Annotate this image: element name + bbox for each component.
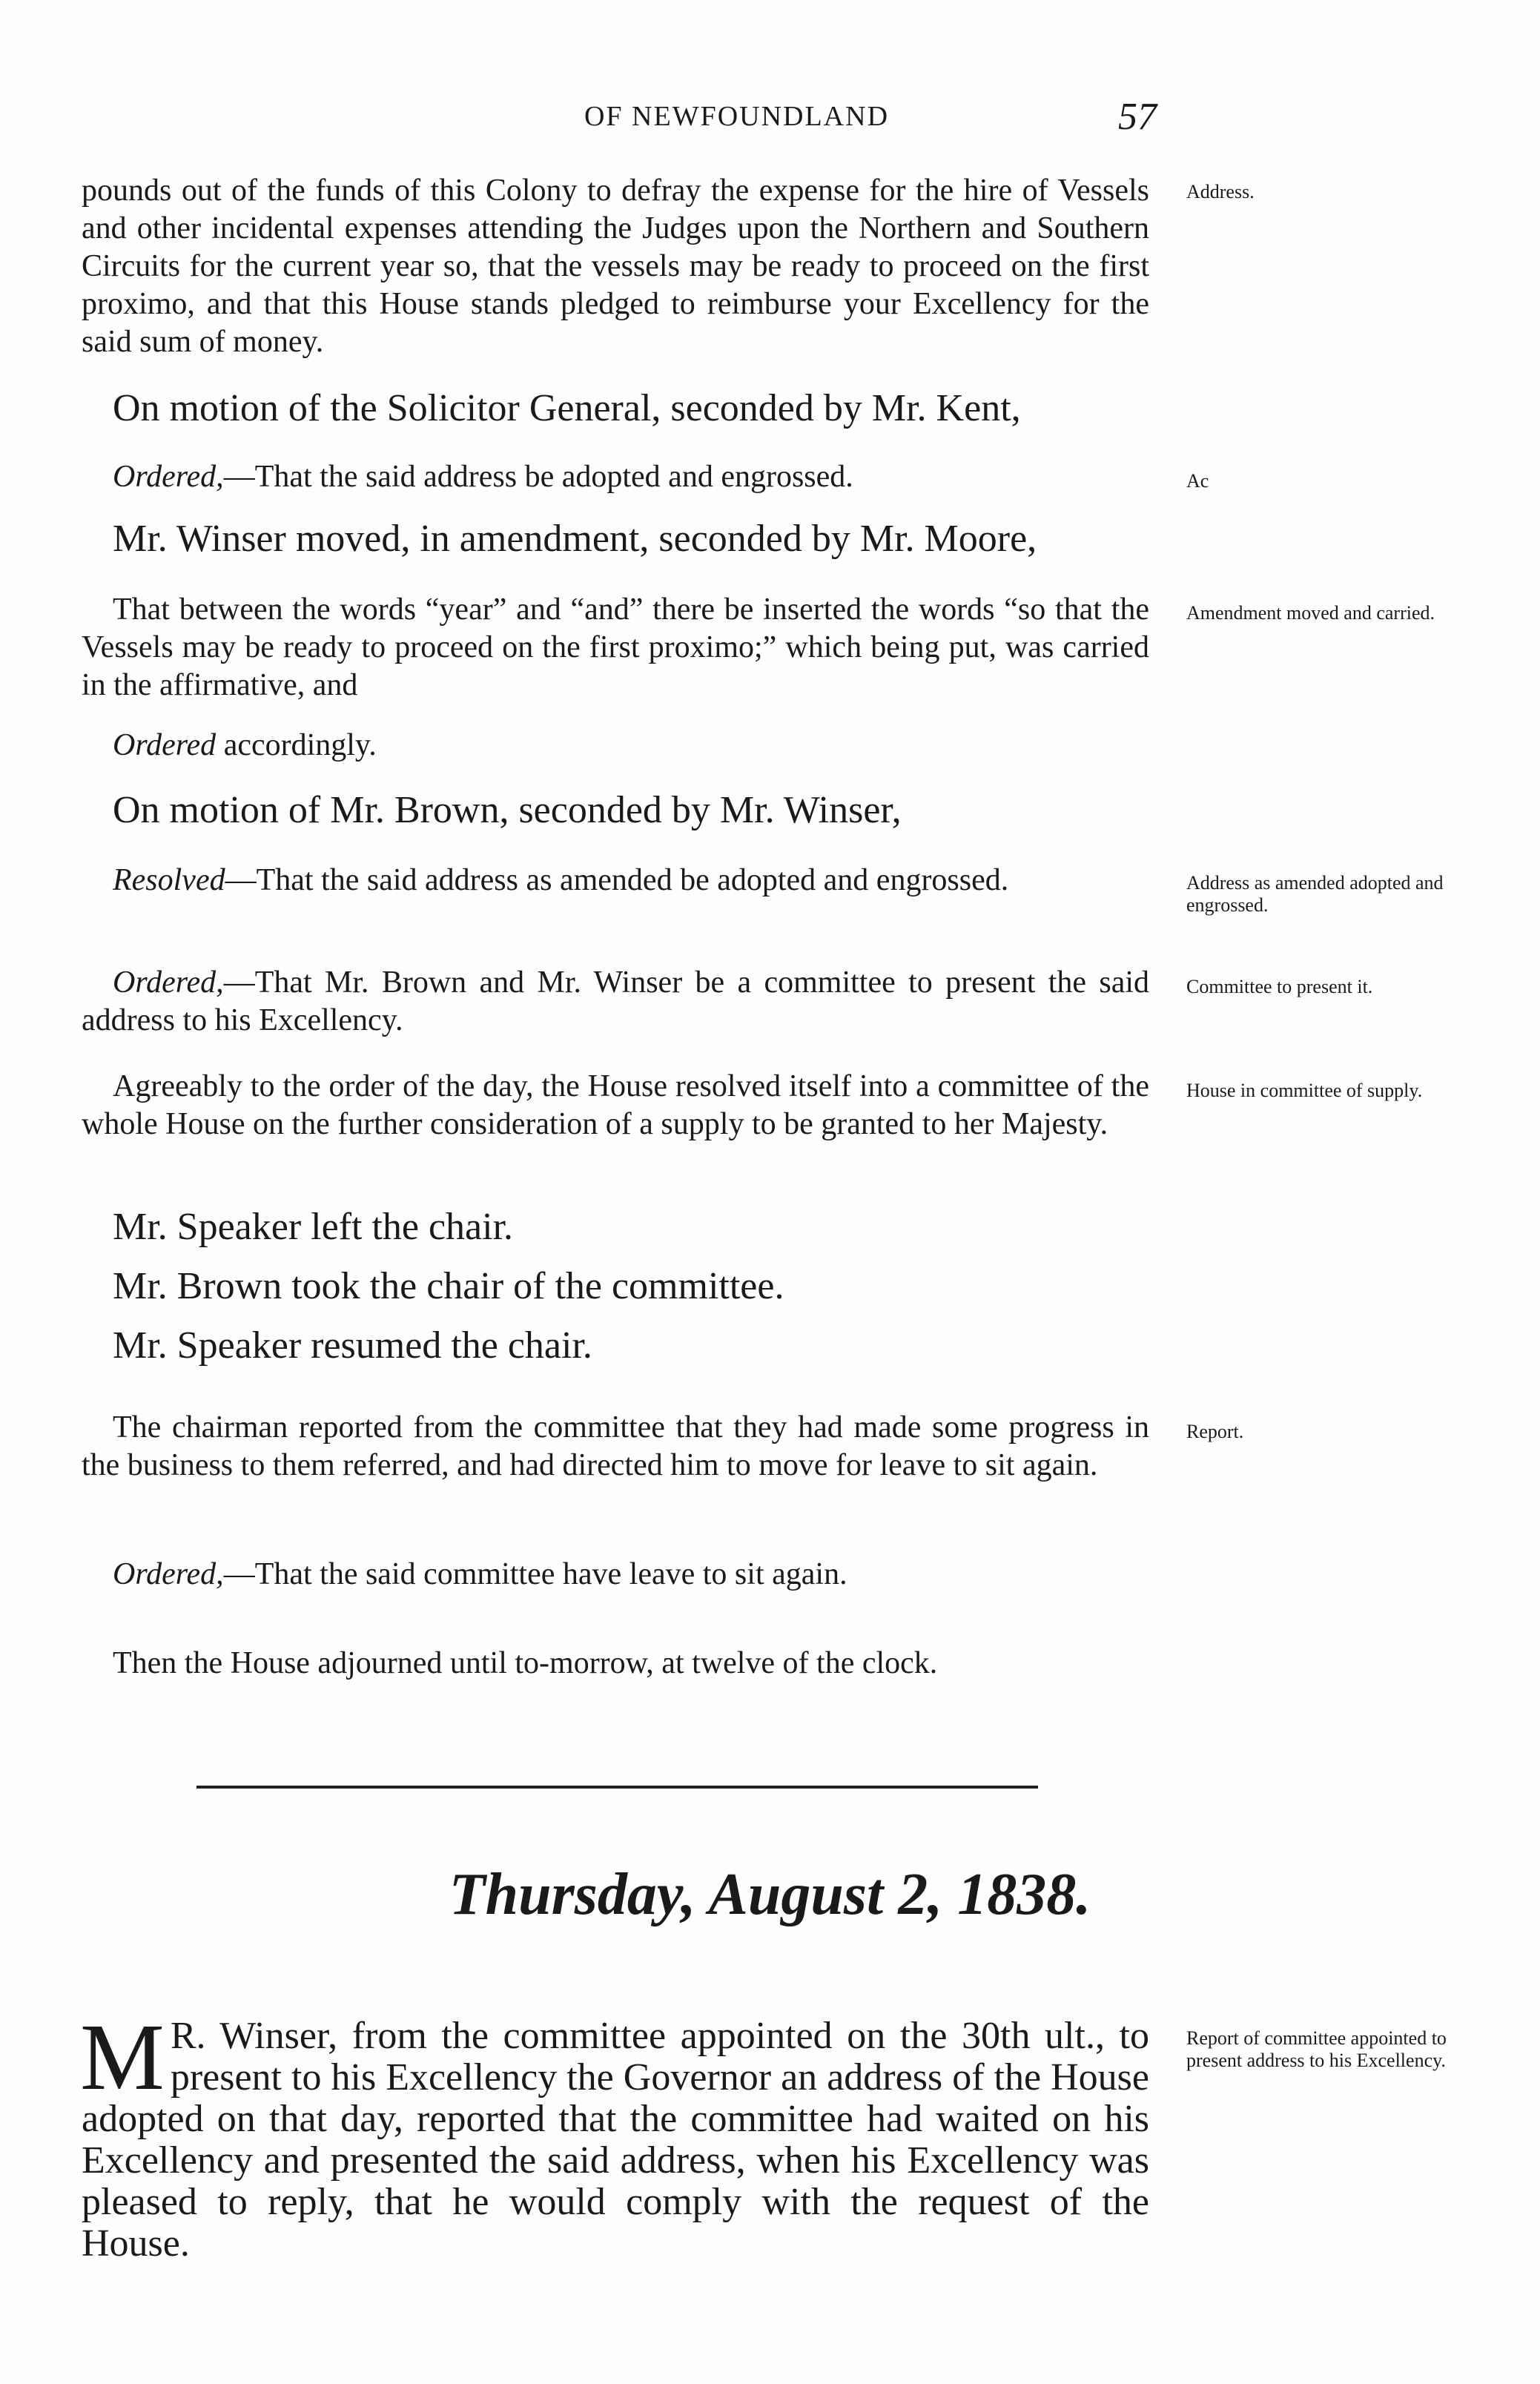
paragraph-ordered-accordingly: Ordered accordingly. [113, 728, 377, 762]
page-number: 57 [1118, 96, 1157, 138]
paragraph-speaker-resumed: Mr. Speaker resumed the chair. [113, 1324, 592, 1367]
paragraph-ordered-sit-again: Ordered,—That the said committee have leave to sit again. [113, 1557, 847, 1591]
paragraph-adjourned: Then the House adjourned until to-morrow, at twelve of the clock. [113, 1646, 938, 1680]
margin-note-amendment: Amendment moved and carried. [1186, 602, 1435, 624]
paragraph-resolved: Resolved—That the said address as amended be adopted and engrossed. [113, 863, 1009, 897]
margin-note-address: Address. [1186, 181, 1255, 202]
running-header [0, 100, 1540, 133]
paragraph-winser-report: M R. Winser, from the committee appointed on the 30th ult., to present to his Excellency the Governor an address of the House adopted on that day, reported that the committee had waited on his Excellency and presented the said address, when his Excellency was pleased to reply, that he would comply with the request of the House. [80, 2004, 1149, 2265]
paragraph-motion-brown: On motion of Mr. Brown, seconded by Mr. Winser, [113, 789, 902, 831]
paragraph-amendment: That between the words “year” and “and” there be inserted the words “so that the Vessels may be ready to proceed on the first proximo;” which being put, was carried in the affirmative, and [82, 592, 1149, 702]
paragraph-winser-moved: Mr. Winser moved, in amendment, seconded by Mr. Moore, [113, 518, 1037, 560]
margin-note-report: Report. [1186, 1421, 1244, 1442]
margin-note-committee-present: Committee to present it. [1186, 976, 1373, 997]
date-heading: Thursday, August 2, 1838. [449, 1862, 1091, 1927]
section-divider [196, 1786, 1038, 1789]
paragraph-chairman-report: The chairman reported from the committee that they had made some progress in the business to them referred, and had directed him to move for leave to sit again. [82, 1410, 1149, 1482]
drop-cap: M [80, 2004, 165, 2110]
paragraph-ordered-adopted: Ordered,—That the said address be adopted and engrossed. [113, 460, 853, 494]
paragraph-motion-solicitor: On motion of the Solicitor General, seconded by Mr. Kent, [113, 387, 1021, 429]
paragraph-agreeably: Agreeably to the order of the day, the House resolved itself into a committee of the whole House on the further consideration of a supply to be granted to her Majesty. [82, 1069, 1149, 1141]
margin-note-house-committee: House in committee of supply. [1186, 1080, 1423, 1101]
margin-note-address-cut: Ac [1186, 470, 1209, 492]
margin-note-address-amended: Address as amended adopted and engrossed. [1186, 872, 1444, 916]
running-title: OF NEWFOUNDLAND [584, 101, 890, 132]
paragraph-address: pounds out of the funds of this Colony to defray the expense for the hire of Vessels and other incidental expenses attending the Judges upon the Northern and Southern Circuits for the current year so, that the vessels may be ready to proceed on the first proximo, and that this House stands pledged to reimburse your Excellency for the said sum of money. [82, 174, 1149, 359]
margin-note-report-committee: Report of committee appointed to present address to his Excellency. [1186, 2027, 1447, 2071]
paragraph-ordered-committee: Ordered,—That Mr. Brown and Mr. Winser be a committee to present the said address to his Excellency. [82, 965, 1149, 1037]
paragraph-speaker-left: Mr. Speaker left the chair. [113, 1206, 514, 1248]
paragraph-brown-chair: Mr. Brown took the chair of the committee. [113, 1265, 784, 1307]
